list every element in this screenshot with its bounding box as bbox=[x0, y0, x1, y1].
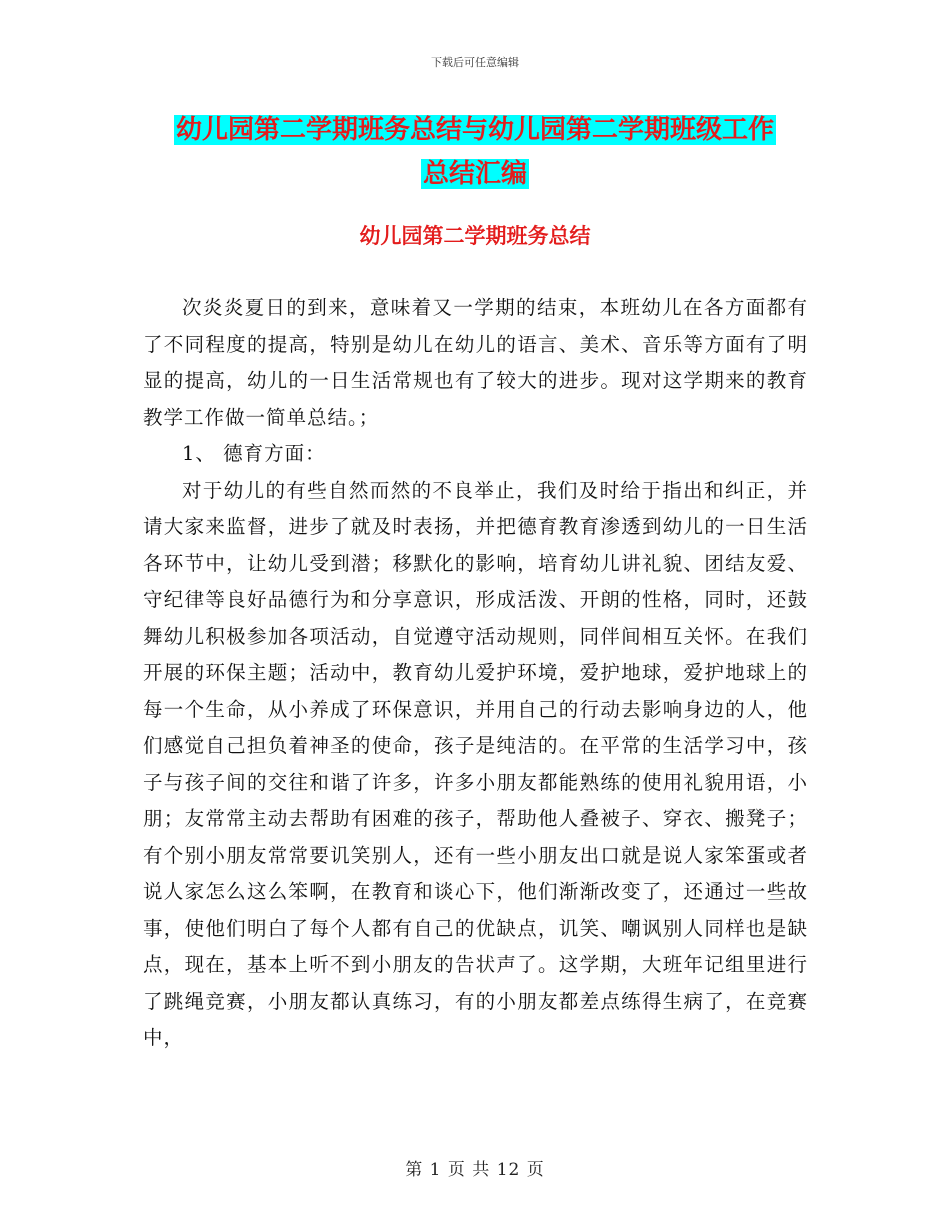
header-note: 下载后可任意编辑 bbox=[431, 56, 519, 69]
document-title-line-1: 幼儿园第二学期班务总结与幼儿园第二学期班级工作 bbox=[175, 115, 774, 145]
section-title: 幼儿园第二学期班务总结 bbox=[359, 224, 591, 248]
document-title-line-2: 总结汇编 bbox=[422, 159, 527, 189]
paragraph-intro: 次炎炎夏日的到来，意味着又一学期的结束，本班幼儿在各方面都有了不同程度的提高，特别是幼儿在幼儿的语言、美术、音乐等方面有了明显的提高，幼儿的一日生活常规也有了较大的进步。现对这学期来的教育教学工作做一简单总结。； bbox=[143, 296, 808, 429]
paragraph-heading-moral: 1、 德育方面： bbox=[182, 442, 326, 465]
page-footer: 第 1 页 共 12 页 bbox=[405, 1160, 545, 1180]
document-body bbox=[143, 290, 808, 1057]
paragraph-moral-education: 对于幼儿的有些自然而然的不良举止，我们及时给于指出和纠正，并请大家来监督，进步了就及时表扬，并把德育教育渗透到幼儿的一日生活各环节中，让幼儿受到潜；移默化的影响，培育幼儿讲礼貌、团结友爱、守纪律等良好品德行为和分享意识，形成活泼、开朗的性格，同时，还鼓舞幼儿积极参加各项活动，自觉遵守活动规则，同伴间相互关怀。在我们开展的环保主题；活动中，教育幼儿爱护环境，爱护地球，爱护地球上的每一个生命，从小养成了环保意识，并用自己的行动去影响身边的人，他们感觉自己担负着神圣的使命，孩子是纯洁的。在平常的生活学习中，孩子与孩子间的交往和谐了许多，许多小朋友都能熟练的使用礼貌用语，小朋；友常常主动去帮助有困难的孩子，帮助他人叠被子、穿衣、搬凳子；有个别小朋友常常要讥笑别人，还有一些小朋友出口就是说人家笨蛋或者说人家怎么这么笨啊，在教育和谈心下，他们渐渐改变了，还通过一些故事，使他们明白了每个人都有自己的优缺点，讥笑、嘲讽别人同样也是缺点，现在，基本上听不到小朋友的告状声了。这学期，大班年记组里进行了跳绳竞赛，小朋友都认真练习，有的小朋友都差点练得生病了，在竞赛中， bbox=[143, 478, 808, 1049]
document-title bbox=[150, 108, 800, 196]
